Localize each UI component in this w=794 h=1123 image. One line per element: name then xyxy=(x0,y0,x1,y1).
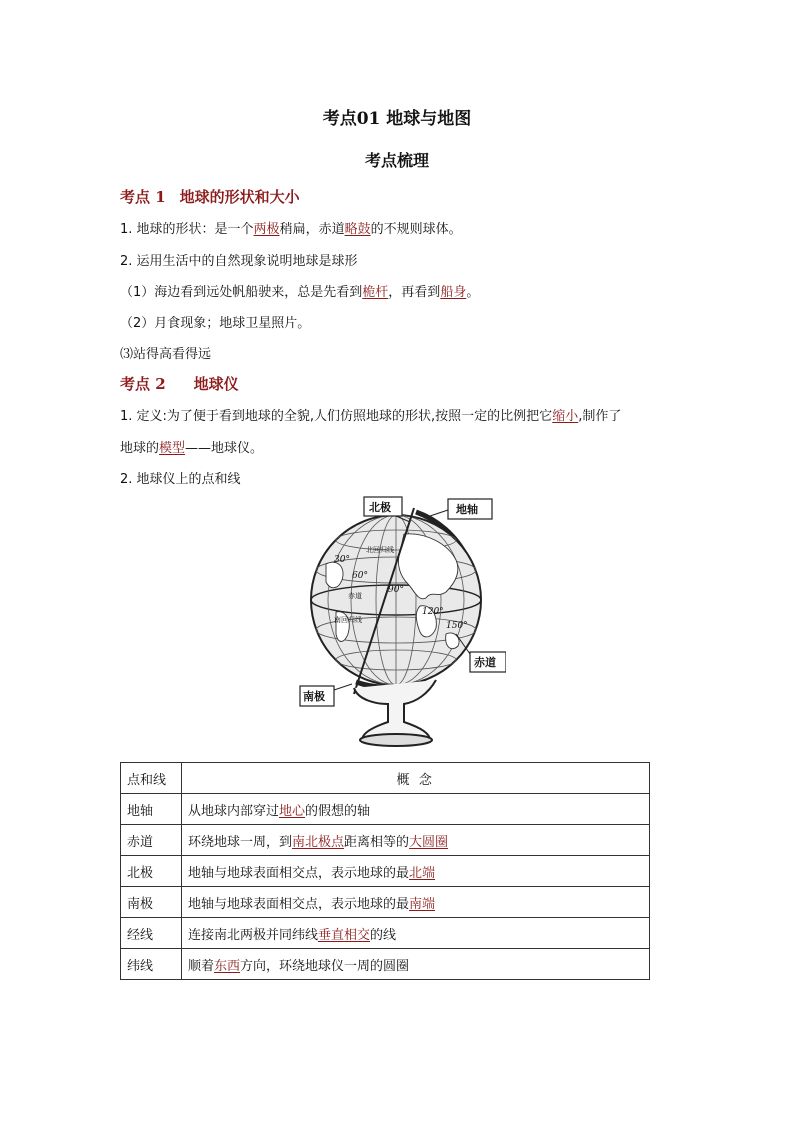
page-title: 考点01 地球与地图 xyxy=(322,109,472,129)
definition-line-2 xyxy=(120,437,263,456)
underlined-answer: 地心 xyxy=(279,803,306,819)
text: 稍扁，赤道 xyxy=(279,222,345,237)
underlined-answer: 两极 xyxy=(253,222,280,237)
underlined-answer: 北端 xyxy=(409,865,436,881)
globe-svg xyxy=(296,494,506,750)
table-row xyxy=(121,794,650,825)
underlined-answer: 南北极点 xyxy=(292,834,345,850)
equator-label: 赤道 xyxy=(474,656,496,669)
text: 地轴与地球表面相交点，表示地球的最 xyxy=(188,896,410,912)
section-2-number: 考点 2 xyxy=(120,375,166,393)
shape-item xyxy=(120,218,462,237)
deg-label-60: 60° xyxy=(352,571,368,581)
deg-label-120: 120° xyxy=(422,607,444,617)
section-1-number: 考点 1 xyxy=(120,188,166,206)
points-lines-item: 2. 地球仪上的点和线 xyxy=(120,472,241,487)
north-pole-label: 北极 xyxy=(369,501,391,514)
row-concept xyxy=(182,949,650,980)
row-concept xyxy=(182,918,650,949)
text: 的不规则球体。 xyxy=(370,222,462,237)
underlined-answer: 大圆圈 xyxy=(409,834,449,850)
row-concept xyxy=(182,887,650,918)
stand-base xyxy=(360,734,432,746)
section-1-title: 地球的形状和大小 xyxy=(179,188,300,206)
axis-pointer xyxy=(424,510,448,518)
text: 地轴与地球表面相交点，表示地球的最 xyxy=(188,865,410,881)
table-row xyxy=(121,918,650,949)
deg-label-90: 90° xyxy=(388,585,404,595)
table-row xyxy=(121,949,650,980)
axis-label: 地轴 xyxy=(456,503,478,516)
text: 的线 xyxy=(370,927,397,943)
underlined-answer: 缩小 xyxy=(552,409,579,424)
underlined-answer: 模型 xyxy=(159,441,186,456)
text: 方向，环绕地球仪一周的圆圈 xyxy=(240,958,410,974)
section-2-heading xyxy=(120,373,239,394)
deg-label-150: 150° xyxy=(446,621,468,631)
text: 。 xyxy=(466,285,480,300)
table-header-concept: 概 念 xyxy=(182,763,650,794)
text: ，再看到 xyxy=(388,285,441,300)
row-concept xyxy=(182,856,650,887)
globe-stand xyxy=(354,680,436,740)
row-term: 北极 xyxy=(121,856,182,887)
equator-small-label: 赤道 xyxy=(348,592,362,600)
evidence-sub-3: ⑶站得高看得远 xyxy=(120,347,212,362)
south-pole-pointer xyxy=(334,684,352,690)
globe-figure xyxy=(296,494,506,750)
south-pole-label: 南极 xyxy=(303,690,325,703)
row-term: 经线 xyxy=(121,918,182,949)
text: 连接南北两极并同纬线 xyxy=(188,927,319,943)
row-term: 赤道 xyxy=(121,825,182,856)
row-concept xyxy=(182,794,650,825)
table-header-term: 点和线 xyxy=(121,763,182,794)
underlined-answer: 南端 xyxy=(409,896,436,912)
table-row xyxy=(121,887,650,918)
text: 顺着 xyxy=(188,958,215,974)
evidence-sub-1 xyxy=(120,281,479,300)
deg-label-30: 30° xyxy=(334,555,350,565)
underlined-answer: 垂直相交 xyxy=(318,927,371,943)
section-2-title: 地球仪 xyxy=(193,375,239,393)
section-1-heading xyxy=(120,186,300,207)
text: ,制作了 xyxy=(578,409,622,424)
text: 地球的 xyxy=(120,441,160,456)
points-lines-table xyxy=(120,762,650,980)
evidence-item: 2. 运用生活中的自然现象说明地球是球形 xyxy=(120,254,358,269)
table-row xyxy=(121,856,650,887)
text: 环绕地球一周，到 xyxy=(188,834,293,850)
definition-line-1 xyxy=(120,405,621,424)
text: 从地球内部穿过 xyxy=(188,803,280,819)
underlined-answer: 船身 xyxy=(440,285,467,300)
underlined-answer: 桅杆 xyxy=(362,285,389,300)
row-term: 地轴 xyxy=(121,794,182,825)
text: （1）海边看到远处帆船驶来，总是先看到 xyxy=(120,285,363,300)
evidence-sub-2: （2）月食现象；地球卫星照片。 xyxy=(120,316,311,331)
tropic-south-label: 南回归线 xyxy=(334,616,362,624)
text: 1. 定义:为了便于看到地球的全貌,人们仿照地球的形状,按照一定的比例把它 xyxy=(120,409,553,424)
tropic-north-label: 北回归线 xyxy=(366,546,394,554)
text: 距离相等的 xyxy=(344,834,410,850)
text: 的假想的轴 xyxy=(305,803,371,819)
row-term: 纬线 xyxy=(121,949,182,980)
row-term: 南极 xyxy=(121,887,182,918)
underlined-answer: 东西 xyxy=(214,958,241,974)
table-header-row xyxy=(121,763,650,794)
text: ——地球仪。 xyxy=(185,441,264,456)
text: 1. 地球的形状：是一个 xyxy=(120,222,254,237)
underlined-answer: 略鼓 xyxy=(344,222,371,237)
page-subtitle: 考点梳理 xyxy=(364,151,429,170)
row-concept xyxy=(182,825,650,856)
table-row xyxy=(121,825,650,856)
